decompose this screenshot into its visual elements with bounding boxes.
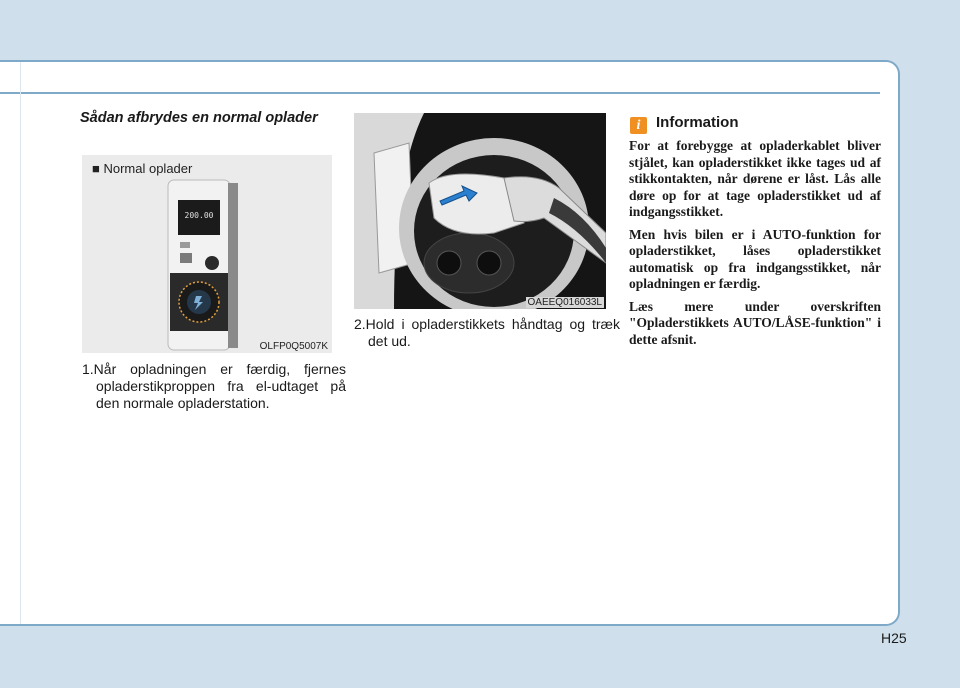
info-body	[629, 138, 881, 354]
step-1-text: 1.Når opladningen er færdig, fjernes opladerstikproppen fra el-udtaget på den normale opladerstation.	[82, 361, 346, 411]
info-icon: i	[630, 117, 647, 134]
page-number: H25	[881, 630, 907, 646]
info-heading	[630, 114, 739, 134]
charging-station-illustration	[82, 155, 332, 353]
figure-caption: ■ Normal oplader	[92, 161, 193, 176]
step-2-text: 2.Hold i opladerstikkets håndtag og træk det ud.	[354, 316, 620, 349]
charger-plug-figure	[354, 113, 606, 309]
margin-rule	[20, 62, 21, 624]
normal-charger-figure	[82, 155, 332, 353]
info-title: Information	[656, 114, 739, 131]
header-rule	[0, 92, 880, 94]
section-heading: Sådan afbrydes en normal oplader	[80, 110, 318, 126]
info-paragraph-1: For at forebygge at opladerkablet bliver stjålet, kan opladerstikket ikke tages ud af stikkontakten, når dørene er låst. Lås alle døre op for at tage opladerstikket ud af indgangsstikket.	[629, 138, 881, 219]
info-paragraph-3: Læs mere under overskriften "Opladerstikkets AUTO/LÅSE-funktion" i dette afsnit.	[629, 298, 881, 347]
figure-code: OAEEQ016033L	[527, 297, 602, 308]
charger-plug-photo	[354, 113, 606, 309]
station-display-text: 200.00	[184, 211, 214, 220]
figure-code: OLFP0Q5007K	[259, 341, 328, 352]
info-paragraph-2: Men hvis bilen er i AUTO-funktion for opladerstikket, låses opladerstikket automatisk op fra indgangsstikket, når opladningen er færdig.	[629, 226, 881, 291]
